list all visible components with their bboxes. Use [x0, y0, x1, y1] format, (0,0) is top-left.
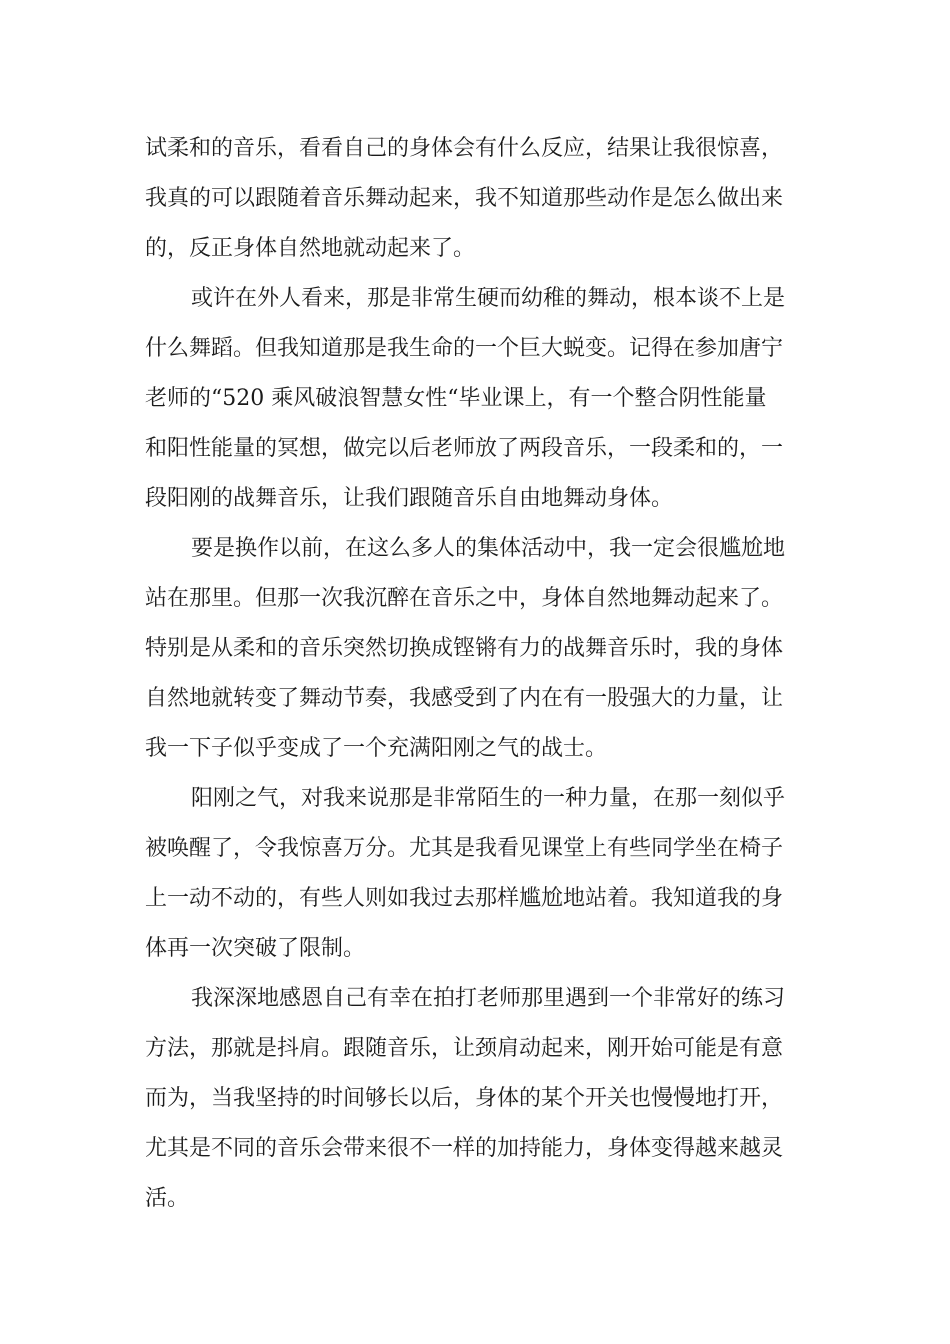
paragraph-4 — [145, 774, 807, 974]
text-line: 或许在外人看来，那是非常生硬而幼稚的舞动，根本谈不上是 — [191, 286, 786, 311]
text-line: 方法，那就是抖肩。跟随音乐，让颈肩动起来，刚开始可能是有意 — [145, 1036, 784, 1061]
text-line: 被唤醒了，令我惊喜万分。尤其是我看见课堂上有些同学坐在椅子 — [145, 836, 784, 861]
text-line: 上一动不动的，有些人则如我过去那样尴尬地站着。我知道我的身 — [145, 886, 784, 911]
body-text — [145, 124, 807, 1224]
text-line: 试柔和的音乐，看看自己的身体会有什么反应，结果让我很惊喜， — [145, 136, 784, 161]
text-line: 和阳性能量的冥想，做完以后老师放了两段音乐，一段柔和的，一 — [145, 436, 784, 461]
text-line: 老师的“520 乘风破浪智慧女性“毕业课上，有一个整合阴性能量 — [145, 386, 767, 411]
text-line: 站在那里。但那一次我沉醉在音乐之中，身体自然地舞动起来了。 — [145, 586, 784, 611]
text-line: 我深深地感恩自己有幸在拍打老师那里遇到一个非常好的练习 — [191, 986, 786, 1011]
text-line: 的，反正身体自然地就动起来了。 — [145, 236, 476, 261]
text-line: 特别是从柔和的音乐突然切换成铿锵有力的战舞音乐时，我的身体 — [145, 636, 784, 661]
text-line: 而为，当我坚持的时间够长以后，身体的某个开关也慢慢地打开， — [145, 1086, 784, 1111]
paragraph-1 — [145, 124, 807, 274]
text-line: 尤其是不同的音乐会带来很不一样的加持能力，身体变得越来越灵 — [145, 1136, 784, 1161]
text-line: 阳刚之气，对我来说那是非常陌生的一种力量，在那一刻似乎 — [191, 786, 786, 811]
text-line: 体再一次突破了限制。 — [145, 936, 366, 961]
text-line: 什么舞蹈。但我知道那是我生命的一个巨大蜕变。记得在参加唐宁 — [145, 336, 784, 361]
text-line: 我一下子似乎变成了一个充满阳刚之气的战士。 — [145, 736, 608, 761]
text-line: 活。 — [145, 1186, 190, 1211]
text-line: 自然地就转变了舞动节奏，我感受到了内在有一股强大的力量，让 — [145, 686, 784, 711]
text-line: 段阳刚的战舞音乐，让我们跟随音乐自由地舞动身体。 — [145, 486, 674, 511]
paragraph-2 — [145, 274, 807, 524]
paragraph-5 — [145, 974, 807, 1224]
paragraph-3 — [145, 524, 807, 774]
text-line: 要是换作以前，在这么多人的集体活动中，我一定会很尴尬地 — [191, 536, 786, 561]
text-line: 我真的可以跟随着音乐舞动起来，我不知道那些动作是怎么做出来 — [145, 186, 784, 211]
